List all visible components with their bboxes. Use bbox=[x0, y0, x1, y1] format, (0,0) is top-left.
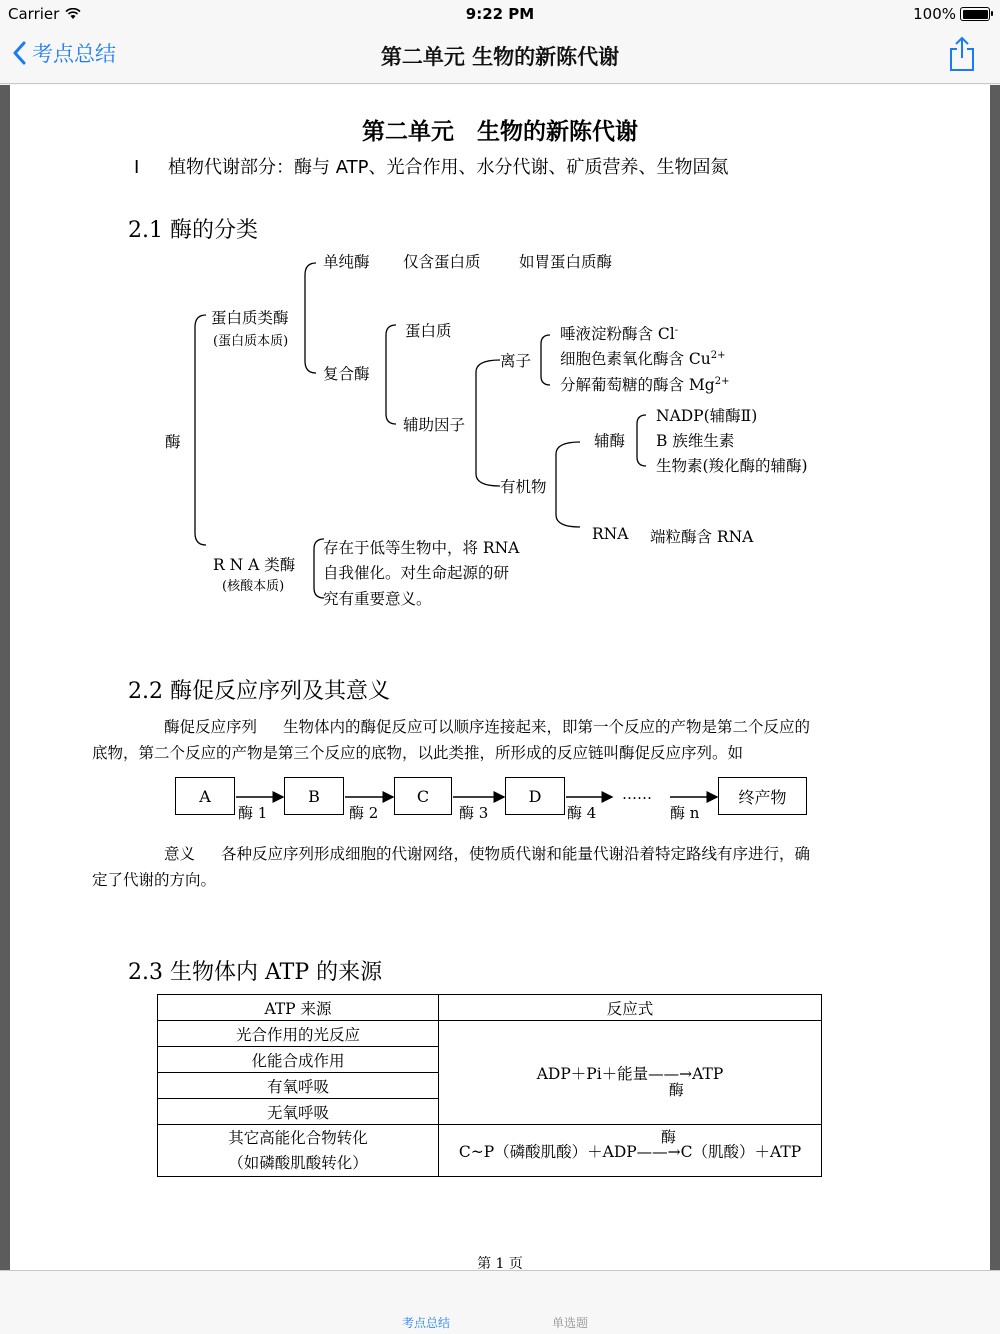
tab-summary[interactable]: 考点总结 bbox=[402, 1316, 451, 1330]
meaning-paragraph bbox=[92, 841, 873, 893]
document-page bbox=[10, 85, 990, 1270]
table-row bbox=[158, 1125, 822, 1177]
rna-desc-line-1: 存在于低等生物中，将 RNA bbox=[323, 539, 520, 557]
table-header-row bbox=[158, 995, 822, 1021]
complex-protein-label: 蛋白质 bbox=[405, 322, 452, 340]
ion-item-2: 细胞色素氧化酶含 $Cu^{2+}$ bbox=[560, 349, 726, 368]
tab-bar bbox=[0, 1270, 1000, 1334]
reaction-node-a: A bbox=[175, 777, 235, 815]
enzyme-label-2: 酶 2 bbox=[349, 804, 379, 822]
table-cell-formula-2 bbox=[439, 1125, 822, 1177]
sequence-line-2: 底物，第二个反应的产物是第三个反应的底物，以此类推，所形成的反应链叫酶促反应序列。如 bbox=[92, 744, 744, 762]
reaction-node-d: D bbox=[505, 777, 565, 815]
ion-item-1: 唾液淀粉酶含 Cl- bbox=[560, 324, 679, 343]
reaction-node-c: C bbox=[394, 777, 452, 815]
complex-enzyme-label: 复合酶 bbox=[323, 365, 370, 383]
coenzyme-item-1: NADP(辅酶Ⅱ) bbox=[656, 407, 758, 425]
table-cell-formula-1 bbox=[439, 1021, 822, 1125]
ion-item-3: 分解葡萄糖的酶含 $Mg^{2+}$ bbox=[560, 375, 730, 394]
sequence-line-1: 生物体内的酶促反应可以顺序连接起来，即第一个反应的产物是第二个反应的 bbox=[283, 718, 811, 736]
part-roman: Ⅰ bbox=[134, 157, 140, 178]
table-cell-source-multiline: 其它高能化合物转化 （如磷酸肌酸转化） bbox=[158, 1125, 439, 1177]
table-cell-source: 光合作用的光反应 bbox=[158, 1021, 439, 1047]
battery-percent: 100% bbox=[913, 5, 956, 23]
document-title: 第二单元 生物的新陈代谢 bbox=[362, 119, 638, 145]
share-icon bbox=[948, 36, 976, 72]
table-row bbox=[158, 1021, 822, 1047]
status-bar bbox=[0, 0, 1000, 28]
protein-enzyme-label: 蛋白质类酶 bbox=[211, 309, 289, 327]
formula-phosphocreatine: C~P（磷酸肌酸）＋ADP——→C（肌酸）＋ATP 酶 bbox=[458, 1127, 802, 1161]
meaning-line-1: 各种反应序列形成细胞的代谢网络，使物质代谢和能量代谢沿着特定路线有序进行，确 bbox=[221, 845, 811, 863]
carrier-label: Carrier bbox=[8, 5, 60, 23]
protein-enzyme-note: (蛋白质本质) bbox=[213, 334, 289, 349]
page-number: 第 1 页 bbox=[477, 1256, 523, 1270]
enzyme-root-label: 酶 bbox=[165, 433, 181, 451]
nav-title: 第二单元 生物的新陈代谢 bbox=[380, 45, 620, 69]
simple-enzyme-example: 如胃蛋白质酶 bbox=[519, 253, 613, 271]
ion-label: 离子 bbox=[500, 352, 532, 370]
cofactor-label: 辅助因子 bbox=[403, 416, 466, 434]
rna-class-label: R N A 类酶 bbox=[213, 556, 296, 574]
reaction-node-final: 终产物 bbox=[718, 777, 807, 815]
coenzyme-item-3: 生物素(羧化酶的辅酶) bbox=[656, 457, 808, 475]
navigation-bar bbox=[0, 28, 1000, 84]
coenzyme-item-2: B 族维生素 bbox=[656, 432, 735, 450]
table-cell-source: 有氧呼吸 bbox=[158, 1073, 439, 1099]
rna-enzyme-desc: 端粒酶含 RNA bbox=[650, 528, 754, 546]
part-text: 植物代谢部分：酶与 ATP、光合作用、水分代谢、矿质营养、生物固氮 bbox=[168, 157, 729, 178]
battery-status bbox=[913, 5, 990, 23]
status-time: 9:22 PM bbox=[465, 5, 535, 23]
simple-enzyme-desc: 仅含蛋白质 bbox=[403, 253, 481, 271]
battery-icon bbox=[960, 7, 990, 21]
meaning-term: 意义 bbox=[164, 845, 196, 863]
rna-desc-line-3: 究有重要意义。 bbox=[323, 590, 432, 608]
enzyme-label-1: 酶 1 bbox=[238, 804, 268, 822]
share-button[interactable] bbox=[948, 36, 976, 76]
meaning-line-2: 定了代谢的方向。 bbox=[92, 871, 217, 889]
enzyme-label-n: 酶 n bbox=[670, 804, 700, 822]
section-2-1-heading: 2.1 酶的分类 bbox=[128, 218, 258, 243]
reaction-ellipsis: …… bbox=[622, 785, 652, 803]
reaction-node-b: B bbox=[284, 777, 344, 815]
rna-class-note: (核酸本质) bbox=[222, 579, 285, 594]
enzyme-label-4: 酶 4 bbox=[567, 804, 597, 822]
back-label: 考点总结 bbox=[32, 42, 116, 66]
table-header-formula: 反应式 bbox=[439, 995, 822, 1021]
rna-desc-line-2: 自我催化。对生命起源的研 bbox=[323, 564, 510, 582]
tab-single-choice[interactable]: 单选题 bbox=[552, 1316, 589, 1330]
rna-enzyme-label: RNA bbox=[592, 525, 629, 543]
atp-source-table bbox=[157, 994, 822, 1177]
coenzyme-label: 辅酶 bbox=[594, 432, 626, 450]
document-viewer[interactable] bbox=[0, 85, 1000, 1270]
table-cell-source: 化能合成作用 bbox=[158, 1047, 439, 1073]
section-2-2-heading: 2.2 酶促反应序列及其意义 bbox=[128, 679, 390, 704]
sequence-term: 酶促反应序列 bbox=[164, 718, 258, 736]
formula-atp-synthesis: ADP＋Pi＋能量——→ATP 酶 bbox=[536, 1064, 724, 1099]
organic-label: 有机物 bbox=[500, 478, 547, 496]
formula-2-enzyme: 酶 bbox=[660, 1127, 676, 1146]
section-2-3-heading: 2.3 生物体内 ATP 的来源 bbox=[128, 960, 383, 985]
table-header-source: ATP 来源 bbox=[158, 995, 439, 1021]
simple-enzyme-label: 单纯酶 bbox=[323, 253, 370, 271]
enzyme-label-3: 酶 3 bbox=[459, 804, 489, 822]
table-cell-source: 无氧呼吸 bbox=[158, 1099, 439, 1125]
formula-1-enzyme: 酶 bbox=[668, 1080, 684, 1099]
